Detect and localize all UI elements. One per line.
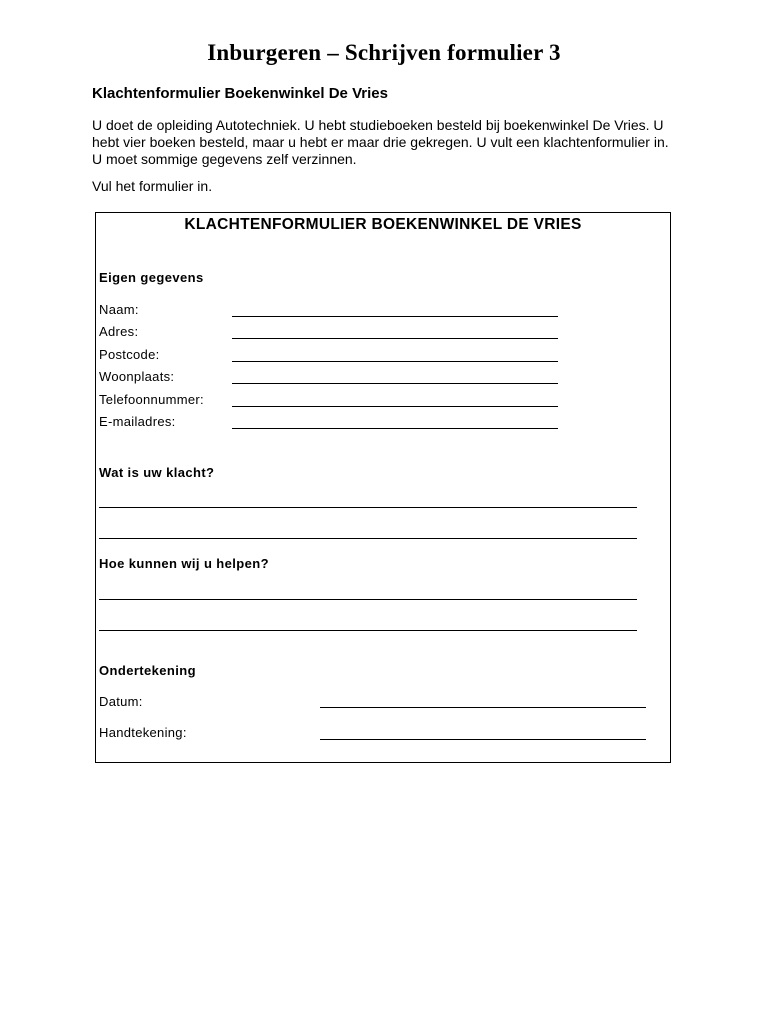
complaint-line[interactable] bbox=[99, 538, 637, 539]
postcode-label: Postcode: bbox=[99, 347, 160, 362]
help-line[interactable] bbox=[99, 630, 637, 631]
form-title: KLACHTENFORMULIER BOEKENWINKEL DE VRIES bbox=[184, 216, 582, 233]
help-line[interactable] bbox=[99, 599, 637, 600]
phone-label: Telefoonnummer: bbox=[99, 392, 204, 407]
intro-line: U doet de opleiding Autotechniek. U hebt studieboeken besteld bij boekenwinkel De Vries. U bbox=[92, 117, 664, 133]
help-heading: Hoe kunnen wij u helpen? bbox=[99, 556, 269, 571]
complaint-line[interactable] bbox=[99, 507, 637, 508]
name-label: Naam: bbox=[99, 302, 139, 317]
postcode-line[interactable] bbox=[232, 361, 558, 362]
phone-line[interactable] bbox=[232, 406, 558, 407]
city-line[interactable] bbox=[232, 383, 558, 384]
signature-heading: Ondertekening bbox=[99, 663, 196, 678]
complaint-form bbox=[95, 212, 671, 763]
page-title: Inburgeren – Schrijven formulier 3 bbox=[207, 40, 561, 65]
subtitle: Klachtenformulier Boekenwinkel De Vries bbox=[92, 85, 388, 102]
address-line[interactable] bbox=[232, 338, 558, 339]
instruction: Vul het formulier in. bbox=[92, 178, 213, 194]
intro-line: U moet sommige gegevens zelf verzinnen. bbox=[92, 151, 357, 167]
name-line[interactable] bbox=[232, 316, 558, 317]
email-label: E-mailadres: bbox=[99, 414, 176, 429]
date-line[interactable] bbox=[320, 707, 646, 708]
address-label: Adres: bbox=[99, 324, 139, 339]
signature-line[interactable] bbox=[320, 739, 646, 740]
email-line[interactable] bbox=[232, 428, 558, 429]
intro-line: hebt vier boeken besteld, maar u hebt er maar drie gekregen. U vult een klachtenformulier in. bbox=[92, 134, 669, 150]
personal-details-heading: Eigen gegevens bbox=[99, 270, 204, 285]
complaint-heading: Wat is uw klacht? bbox=[99, 465, 215, 480]
city-label: Woonplaats: bbox=[99, 369, 175, 384]
signature-label: Handtekening: bbox=[99, 725, 187, 740]
intro-paragraph bbox=[92, 117, 692, 168]
date-label: Datum: bbox=[99, 694, 143, 709]
